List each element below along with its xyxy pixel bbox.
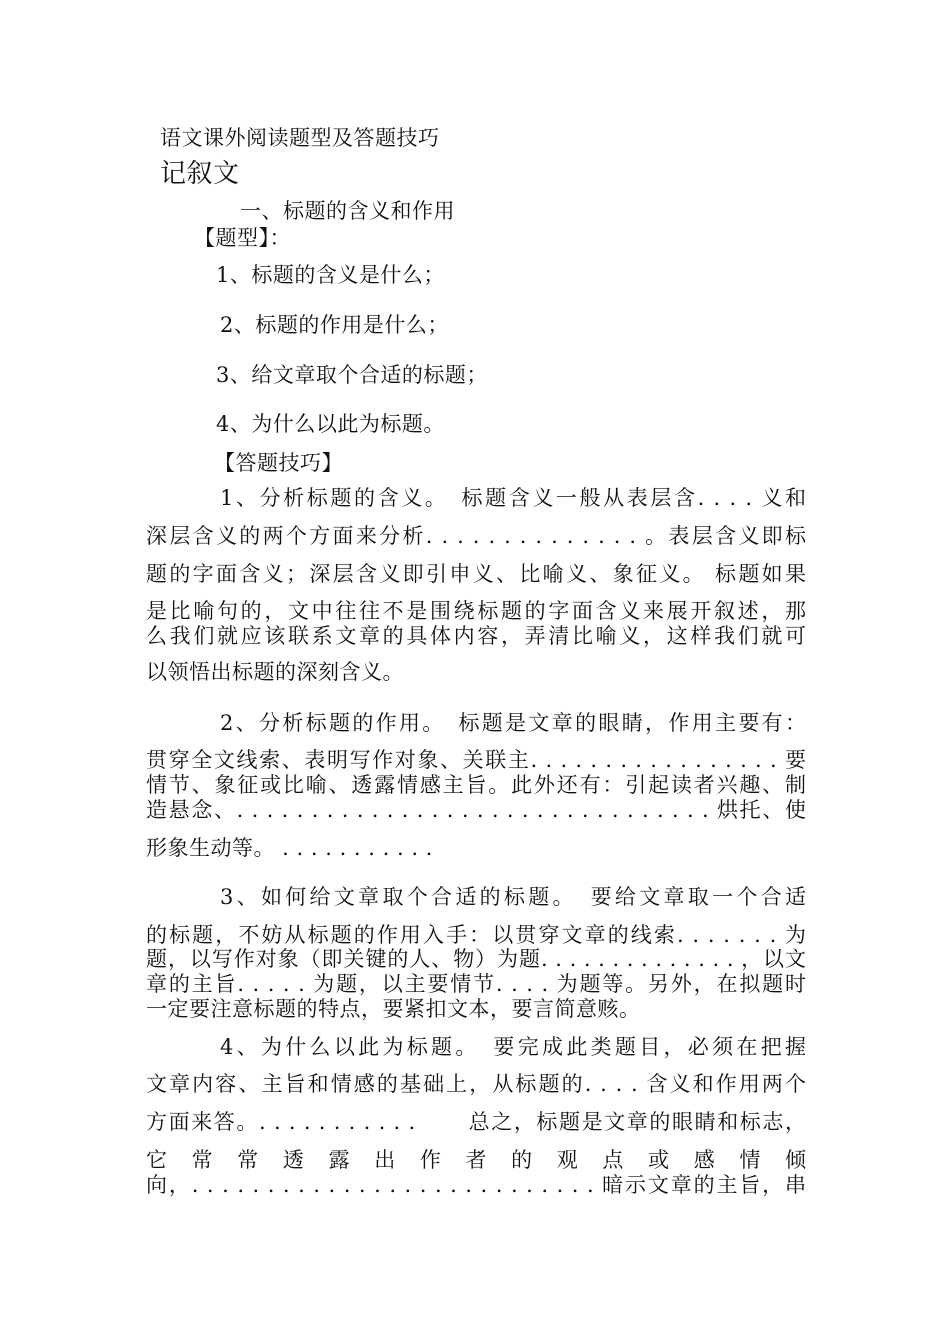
paragraph-line: 1、分析标题的含义。 标题含义一般从表层含. . . . 义和: [220, 486, 806, 510]
paragraph-line: 章的主旨. . . . . 为题，以主要情节. . . . 为题等。另外，在拟题时: [146, 972, 806, 996]
paragraph-line: 是比喻句的，文中往往不是围绕标题的字面含义来展开叙述，那: [146, 599, 806, 623]
paragraph-line: 贯穿全文线索、表明写作对象、关联主. . . . . . . . . . . . . . . . . 要: [146, 748, 806, 772]
paragraph-line: 题，以写作对象（即关键的人、物）为题. . . . . . . . . . . . . . ，以文: [146, 947, 806, 971]
genre-heading: 记叙文: [160, 159, 240, 189]
paragraph-line: 方面来答。. . . . . . . . . . . 总之，标题是文章的眼睛和标志，: [146, 1110, 806, 1134]
paragraph-line: 3、如何给文章取个合适的标题。 要给文章取一个合适: [220, 885, 806, 909]
paragraph-line: 题的字面含义；深层含义即引申义、比喻义、象征义。 标题如果: [146, 562, 806, 586]
question-types-label: 【题型】：: [194, 226, 291, 250]
section-heading: 一、标题的含义和作用: [240, 199, 455, 223]
document-title: 语文课外阅读题型及答题技巧: [160, 126, 440, 150]
question-item: 2、标题的作用是什么；: [220, 313, 449, 337]
paragraph-line: 向，. . . . . . . . . . . . . . . . . . . . . . . . . . . 暗示文章的主旨，串: [146, 1173, 806, 1197]
question-item: 3、给文章取个合适的标题；: [216, 363, 488, 387]
question-item: 1、标题的含义是什么；: [216, 263, 445, 287]
paragraph-line: 以领悟出标题的深刻含义。: [146, 660, 404, 684]
paragraph-line: 4、为什么以此为标题。 要完成此类题目，必须在把握: [220, 1035, 806, 1059]
paragraph-line: 文章内容、主旨和情感的基础上，从标题的. . . . 含义和作用两个: [146, 1072, 806, 1096]
paragraph-line: 造悬念、. . . . . . . . . . . . . . . . . . . . . . . . . . . . . . . . 烘托、使: [146, 798, 806, 822]
paragraph-line: 一定要注意标题的特点，要紧扣文本，要言简意赅。: [146, 997, 641, 1021]
paragraph-line: 么我们就应该联系文章的具体内容，弄清比喻义，这样我们就可: [146, 624, 806, 648]
paragraph-line: 情节、象征或比喻、透露情感主旨。此外还有：引起读者兴趣、制: [146, 773, 806, 797]
paragraph-line: 它 常 常 透 露 出 作 者 的 观 点 或 感 情 倾: [146, 1148, 806, 1172]
tips-label: 【答题技巧】: [214, 451, 343, 475]
paragraph-line: 形象生动等。 . . . . . . . . . . .: [146, 836, 433, 860]
paragraph-line: 2、分析标题的作用。 标题是文章的眼睛，作用主要有：: [220, 711, 806, 735]
question-item: 4、为什么以此为标题。: [216, 412, 445, 436]
paragraph-line: 深层含义的两个方面来分析. . . . . . . . . . . . . . 。表层含义即标: [146, 524, 806, 548]
paragraph-line: 的标题，不妨从标题的作用入手：以贯穿文章的线索. . . . . . . 为: [146, 923, 806, 947]
